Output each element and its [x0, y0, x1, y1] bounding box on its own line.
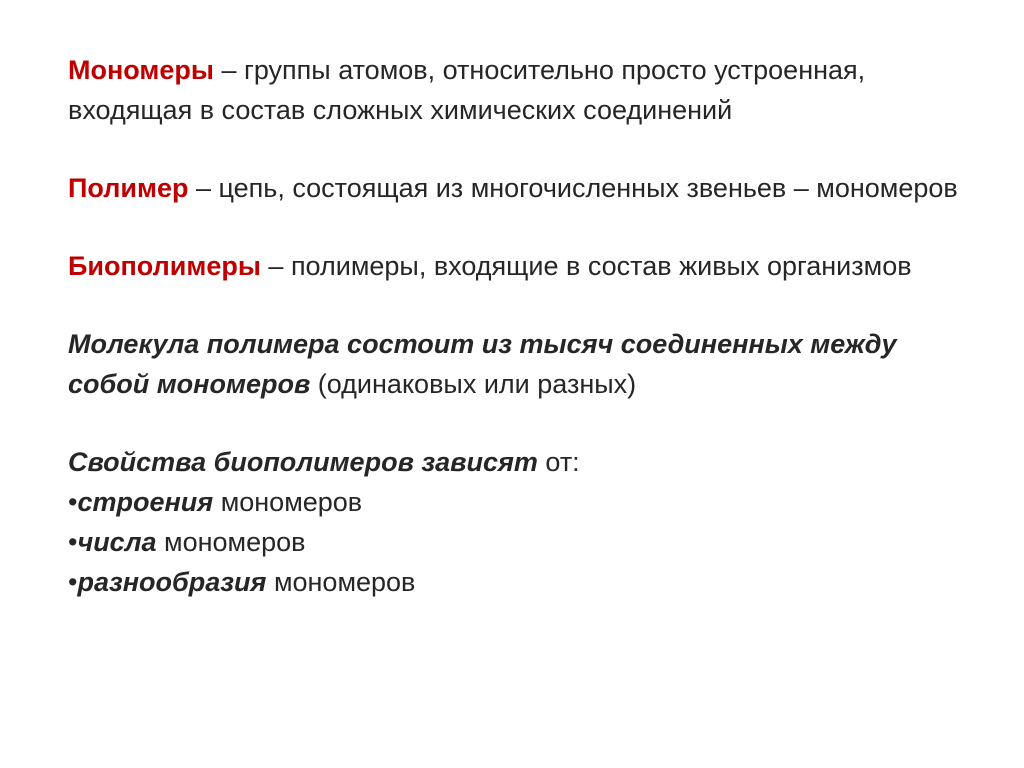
definition-biopolymers — [68, 246, 964, 286]
term-monomers: Мономеры — [68, 55, 214, 85]
list-item-emph: разнообразия — [77, 567, 267, 597]
list-item-emph: числа — [77, 527, 157, 557]
list-item — [68, 482, 964, 522]
molecule-statement — [68, 324, 964, 404]
molecule-statement-rest: (одинаковых или разных) — [310, 369, 637, 399]
list-item — [68, 522, 964, 562]
definition-biopolymers-text: – полимеры, входящие в состав живых организмов — [260, 251, 912, 281]
list-item-rest: мономеров — [156, 527, 306, 557]
definition-monomers — [68, 50, 964, 130]
list-item — [68, 562, 964, 602]
list-item-emph: строения — [77, 487, 214, 517]
molecule-statement-emph: Молекула полимера состоит из тысяч соединенных между собой мономеров — [68, 329, 897, 399]
properties-section — [68, 442, 964, 602]
bullet-mark: • — [68, 487, 78, 517]
term-biopolymers: Биополимеры — [68, 251, 261, 281]
bullet-mark: • — [68, 527, 78, 557]
term-polymer: Полимер — [68, 173, 189, 203]
list-item-rest: мономеров — [213, 487, 363, 517]
definition-polymer — [68, 168, 964, 208]
properties-intro — [68, 442, 964, 482]
properties-intro-rest: от: — [537, 447, 580, 477]
definition-polymer-text: – цепь, состоящая из многочисленных звеньев – мономеров — [188, 173, 958, 203]
bullet-mark: • — [68, 567, 78, 597]
list-item-rest: мономеров — [266, 567, 416, 597]
properties-intro-emph: Свойства биополимеров зависят — [68, 447, 538, 477]
definition-monomers-text: – группы атомов, относительно просто устроенная, входящая в состав сложных химических соединений — [68, 55, 866, 125]
